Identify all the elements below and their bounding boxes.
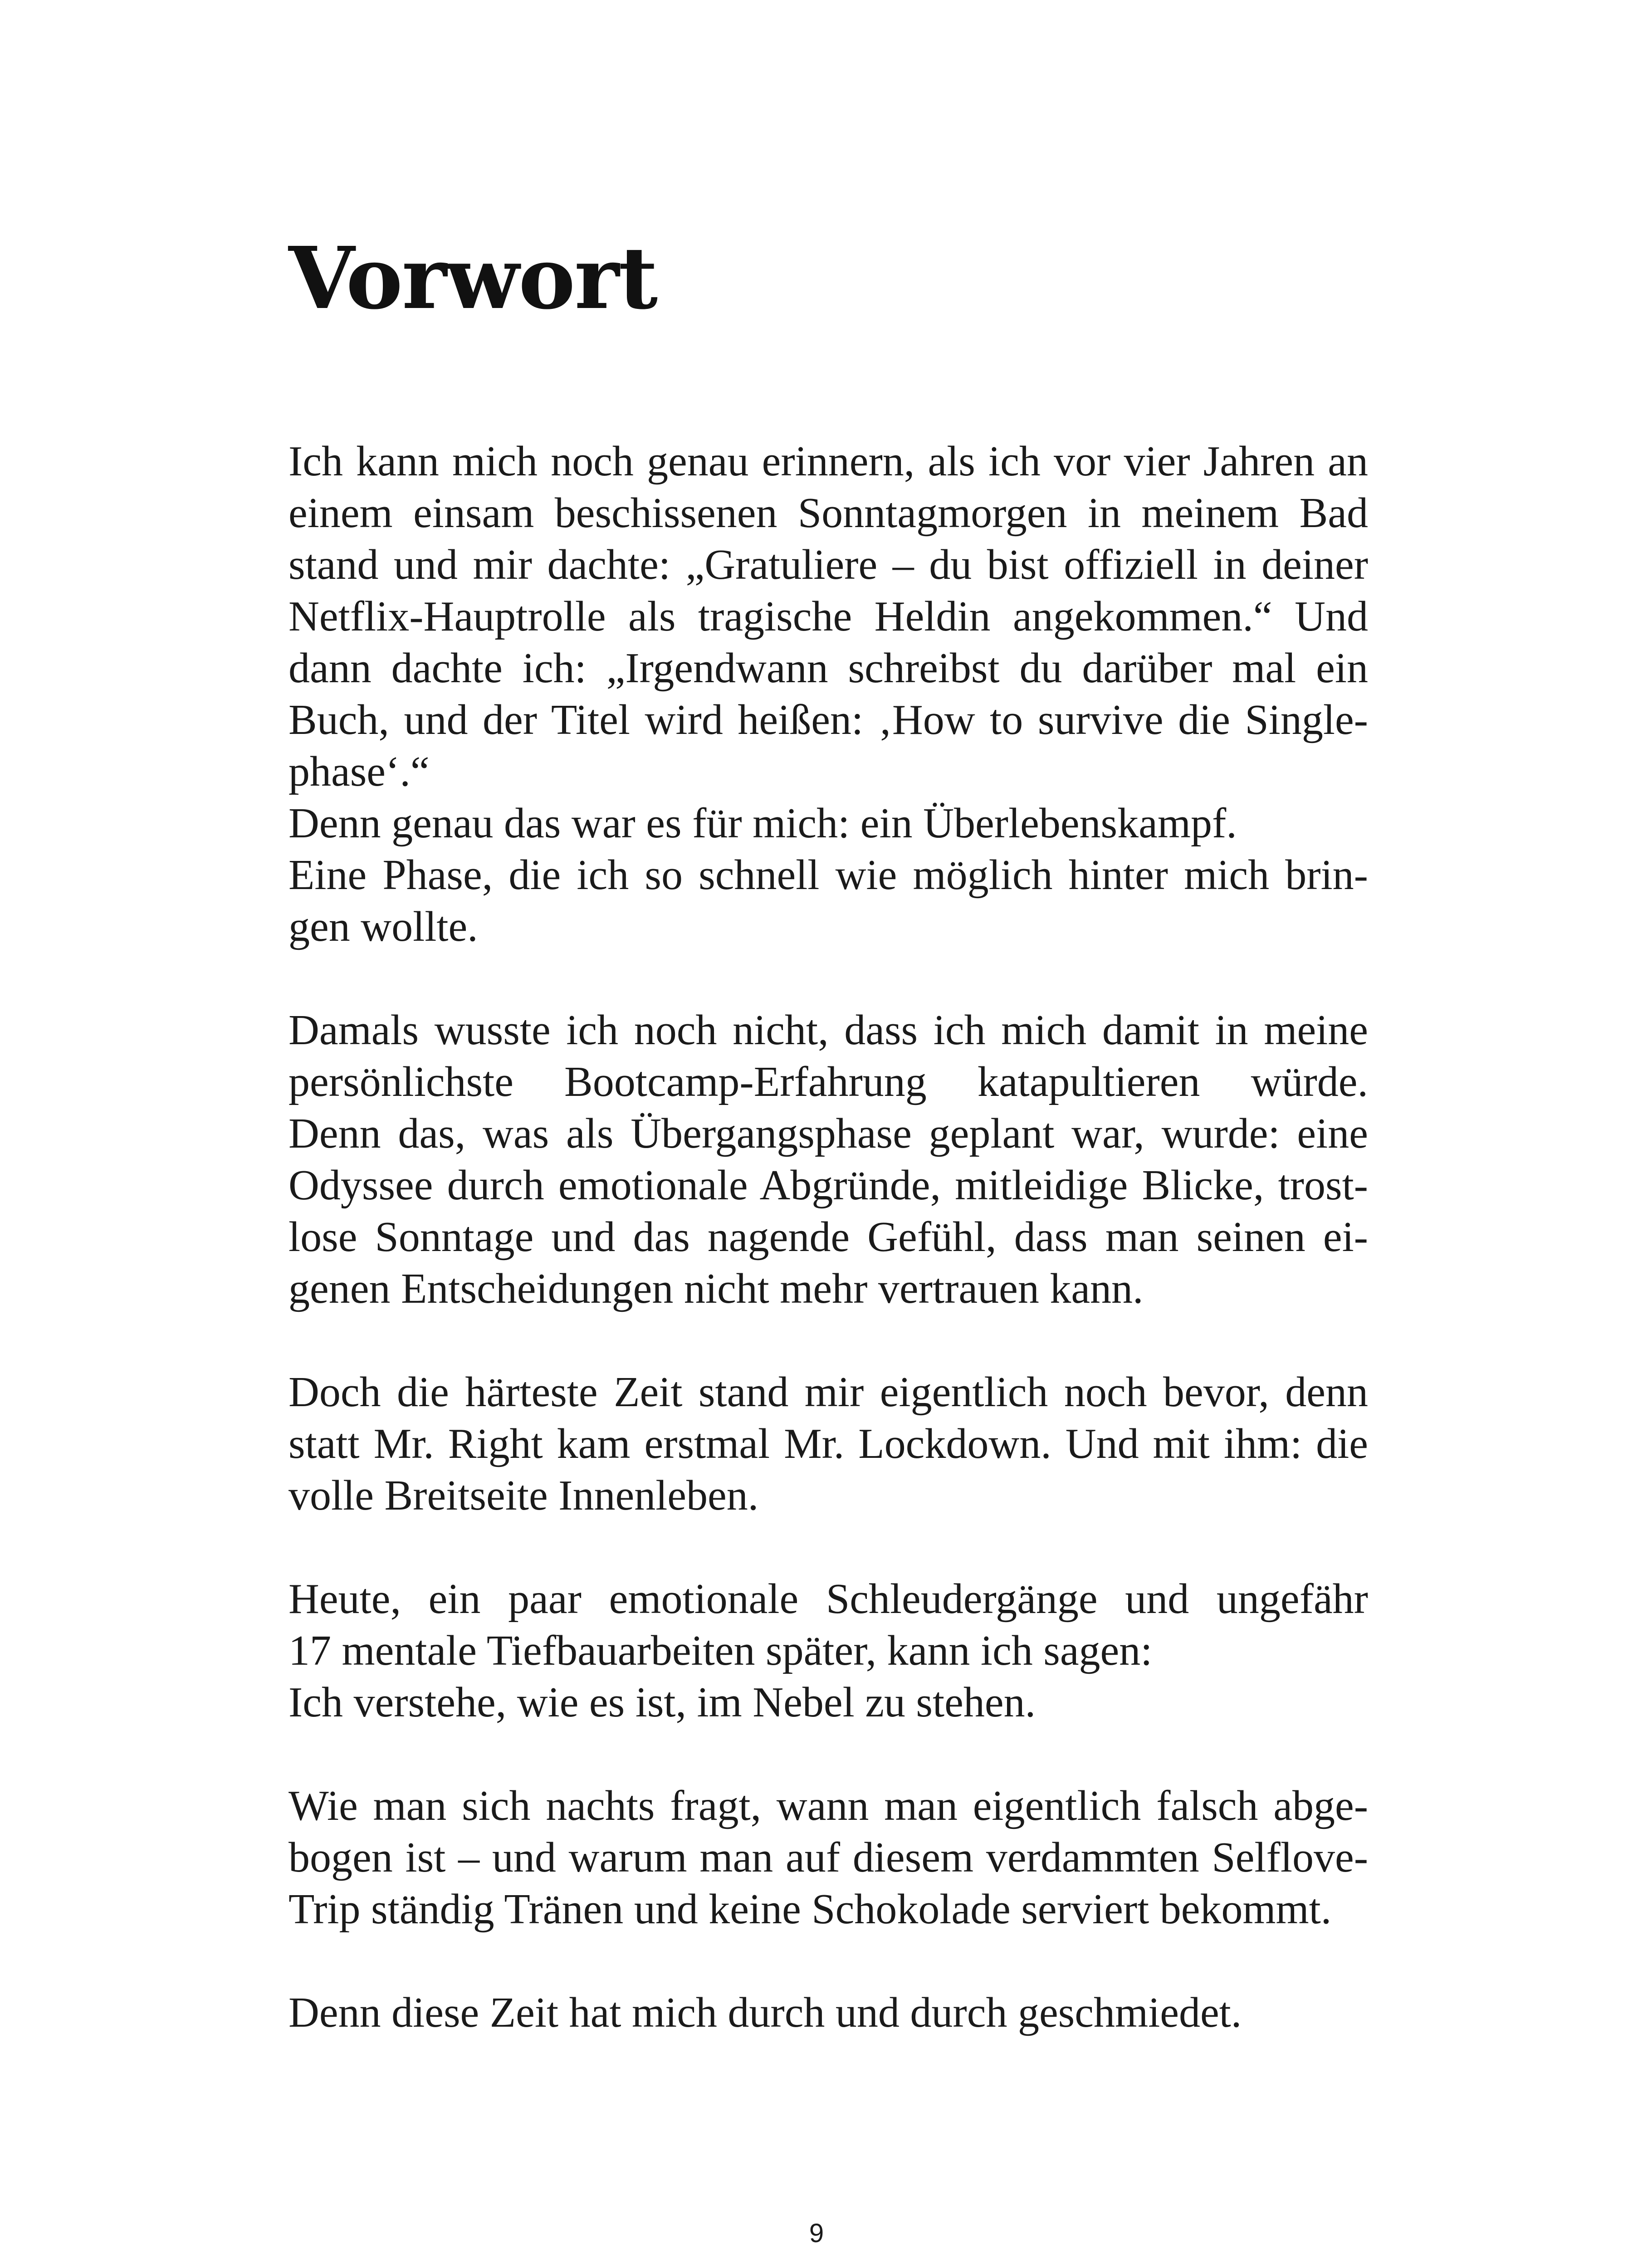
text-line: lose Sonntage und das nagende Gefühl, dass man seinen ei-	[288, 1213, 1368, 1261]
text-line: gen wollte.	[288, 903, 478, 950]
text-line: Buch, und der Titel wird heißen: ‚How to survive die Single-	[288, 696, 1368, 743]
text-line: 17 mentale Tiefbauarbeiten später, kann ich sagen:	[288, 1627, 1153, 1674]
paragraph	[288, 1780, 1368, 1935]
text-line: dann dachte ich: „Irgendwann schreibst du darüber mal ein	[288, 645, 1368, 692]
paragraph	[288, 435, 1368, 953]
text-line: volle Breitseite Innenleben.	[288, 1472, 759, 1519]
text-line: genen Entscheidungen nicht mehr vertrauen kann.	[288, 1265, 1144, 1312]
text-line: phase‘.“	[288, 748, 430, 795]
text-line: Damals wusste ich noch nicht, dass ich mich damit in meine	[288, 1007, 1368, 1054]
text-line: Heute, ein paar emotionale Schleudergänge und ungefähr	[288, 1575, 1368, 1623]
text-line: Ich verstehe, wie es ist, im Nebel zu stehen.	[288, 1679, 1036, 1726]
page-number: 9	[809, 2219, 824, 2248]
text-line: einem einsam beschissenen Sonntagmorgen in meinem Bad	[288, 489, 1368, 537]
chapter-title: Vorwort	[288, 228, 657, 328]
text-line: statt Mr. Right kam erstmal Mr. Lockdown. Und mit ihm: die	[288, 1420, 1368, 1467]
text-line: Ich kann mich noch genau erinnern, als ich vor vier Jahren an	[288, 438, 1368, 485]
paragraph	[288, 1366, 1368, 1521]
text-line: Doch die härteste Zeit stand mir eigentlich noch bevor, denn	[288, 1369, 1368, 1416]
paragraph	[288, 1573, 1368, 1728]
text-line: Trip ständig Tränen und keine Schokolade serviert bekommt.	[288, 1886, 1332, 1933]
paragraph	[288, 1004, 1368, 1315]
text-line: Denn das, was als Übergangsphase geplant war, wurde: eine	[288, 1110, 1368, 1157]
paragraph	[288, 1987, 1368, 2038]
text-line: bogen ist – und warum man auf diesem verdammten Selflove-	[288, 1834, 1368, 1881]
text-line: stand und mir dachte: „Gratuliere – du bist offiziell in deiner	[288, 541, 1368, 588]
text-line: persönlichste Bootcamp-Erfahrung katapultieren würde.	[288, 1058, 1368, 1105]
text-line: Wie man sich nachts fragt, wann man eigentlich falsch abge-	[288, 1782, 1368, 1829]
text-line: Odyssee durch emotionale Abgründe, mitleidige Blicke, trost-	[288, 1162, 1368, 1209]
text-line: Eine Phase, die ich so schnell wie möglich hinter mich brin-	[288, 851, 1368, 899]
text-line: Netflix-Hauptrolle als tragische Heldin angekommen.“ Und	[288, 593, 1368, 640]
text-line: Denn diese Zeit hat mich durch und durch geschmiedet.	[288, 1989, 1242, 2036]
body-text	[288, 435, 1368, 2090]
text-line: Denn genau das war es für mich: ein Überlebenskampf.	[288, 800, 1237, 847]
